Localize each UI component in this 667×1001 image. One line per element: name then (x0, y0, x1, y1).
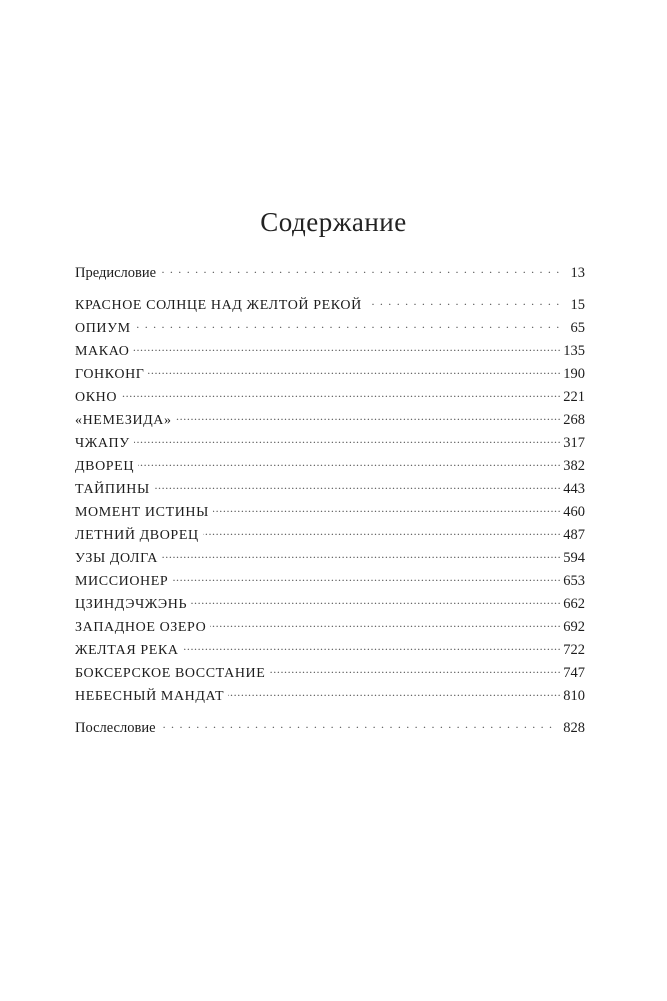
toc-entry (75, 502, 585, 524)
toc-entry-page: 221 (563, 389, 585, 405)
toc-entry (75, 410, 585, 432)
toc-entry-label: ТАЙПИНЫ (75, 482, 150, 497)
toc-entry-page: 810 (563, 688, 585, 704)
toc-entry (75, 663, 585, 685)
toc-entry-page: 15 (570, 297, 585, 313)
toc-entry (75, 686, 585, 708)
dot-leader (172, 571, 561, 585)
toc-entry-page: 13 (570, 265, 585, 281)
toc-entry-label: ЗАПАДНОЕ ОЗЕРО (75, 620, 207, 635)
toc-entry-label: УЗЫ ДОЛГА (75, 551, 158, 566)
toc-entry-page: 382 (563, 458, 585, 474)
dot-leader (213, 502, 561, 516)
toc-entry (75, 479, 585, 501)
toc-entry-page: 828 (563, 720, 585, 736)
toc-entry (75, 318, 585, 340)
dot-leader (121, 387, 561, 401)
toc-entry (75, 640, 585, 662)
toc-entry-afterword (75, 718, 585, 740)
toc-entry-label: ЖЕЛТАЯ РЕКА (75, 643, 179, 658)
toc-entry-label: ОПИУМ (75, 321, 131, 336)
dot-leader (148, 364, 561, 378)
toc-entry-label: ЛЕТНИЙ ДВОРЕЦ (75, 528, 199, 543)
toc-entry-page: 487 (563, 527, 585, 543)
toc-entry-label: ДВОРЕЦ (75, 459, 135, 474)
dot-leader (135, 318, 561, 332)
toc-entry-label: НЕБЕСНЫЙ МАНДАТ (75, 689, 225, 704)
toc-entry-page: 460 (563, 504, 585, 520)
toc-entry-page: 190 (563, 366, 585, 382)
dot-leader (154, 479, 561, 493)
toc-entry (75, 617, 585, 639)
toc-entry-label: БОКСЕРСКОЕ ВОССТАНИЕ (75, 666, 266, 681)
dot-leader (162, 548, 561, 562)
toc-entry-label: «НЕМЕЗИДА» (75, 413, 172, 428)
dot-leader (183, 640, 562, 654)
toc-entry-label: КРАСНОЕ СОЛНЦЕ НАД ЖЕЛТОЙ РЕКОЙ (75, 298, 362, 313)
toc-entry (75, 571, 585, 593)
toc-entry-page: 317 (563, 435, 585, 451)
dot-leader (134, 433, 561, 447)
toc-entry (75, 525, 585, 547)
page-title: Содержание (260, 207, 407, 237)
toc-entry-page: 692 (563, 619, 585, 635)
toc-entry (75, 548, 585, 570)
toc-entry-page: 594 (563, 550, 585, 566)
toc-entry-page: 268 (563, 412, 585, 428)
dot-leader (138, 456, 561, 470)
toc-entry (75, 295, 585, 317)
toc-entry (75, 341, 585, 363)
toc-entry-label: МИССИОНЕР (75, 574, 169, 589)
toc-entry (75, 594, 585, 616)
toc-entry-label: ЦЗИНДЭЧЖЭНЬ (75, 597, 188, 612)
toc-entry (75, 387, 585, 409)
toc-entry-label: ОКНО (75, 390, 118, 405)
dot-leader (176, 410, 562, 424)
dot-leader (160, 718, 554, 732)
toc-entry-page: 443 (563, 481, 585, 497)
toc-entry (75, 456, 585, 478)
dot-leader (160, 263, 560, 277)
toc-entry (75, 364, 585, 386)
dot-leader (366, 295, 561, 309)
toc-entry (75, 433, 585, 455)
toc-entry-label: МОМЕНТ ИСТИНЫ (75, 505, 209, 520)
toc-entry-label: Предисловие (75, 265, 157, 281)
dot-leader (228, 686, 561, 700)
toc-entry-page: 662 (563, 596, 585, 612)
toc-entry-label: ЧЖАПУ (75, 436, 130, 451)
toc-entry-label: МАКАО (75, 344, 130, 359)
toc-entry-page: 135 (563, 343, 585, 359)
dot-leader (203, 525, 562, 539)
toc-entry-page: 653 (563, 573, 585, 589)
toc-entry-preface (75, 263, 585, 285)
dot-leader (191, 594, 561, 608)
toc-entry-page: 747 (563, 665, 585, 681)
dot-leader (269, 663, 561, 677)
toc-entry-page: 722 (563, 642, 585, 658)
dot-leader (133, 341, 561, 355)
toc-entry-page: 65 (570, 320, 585, 336)
toc-entry-label: ГОНКОНГ (75, 367, 145, 382)
dot-leader (210, 617, 561, 631)
toc-entry-label: Послесловие (75, 720, 156, 736)
